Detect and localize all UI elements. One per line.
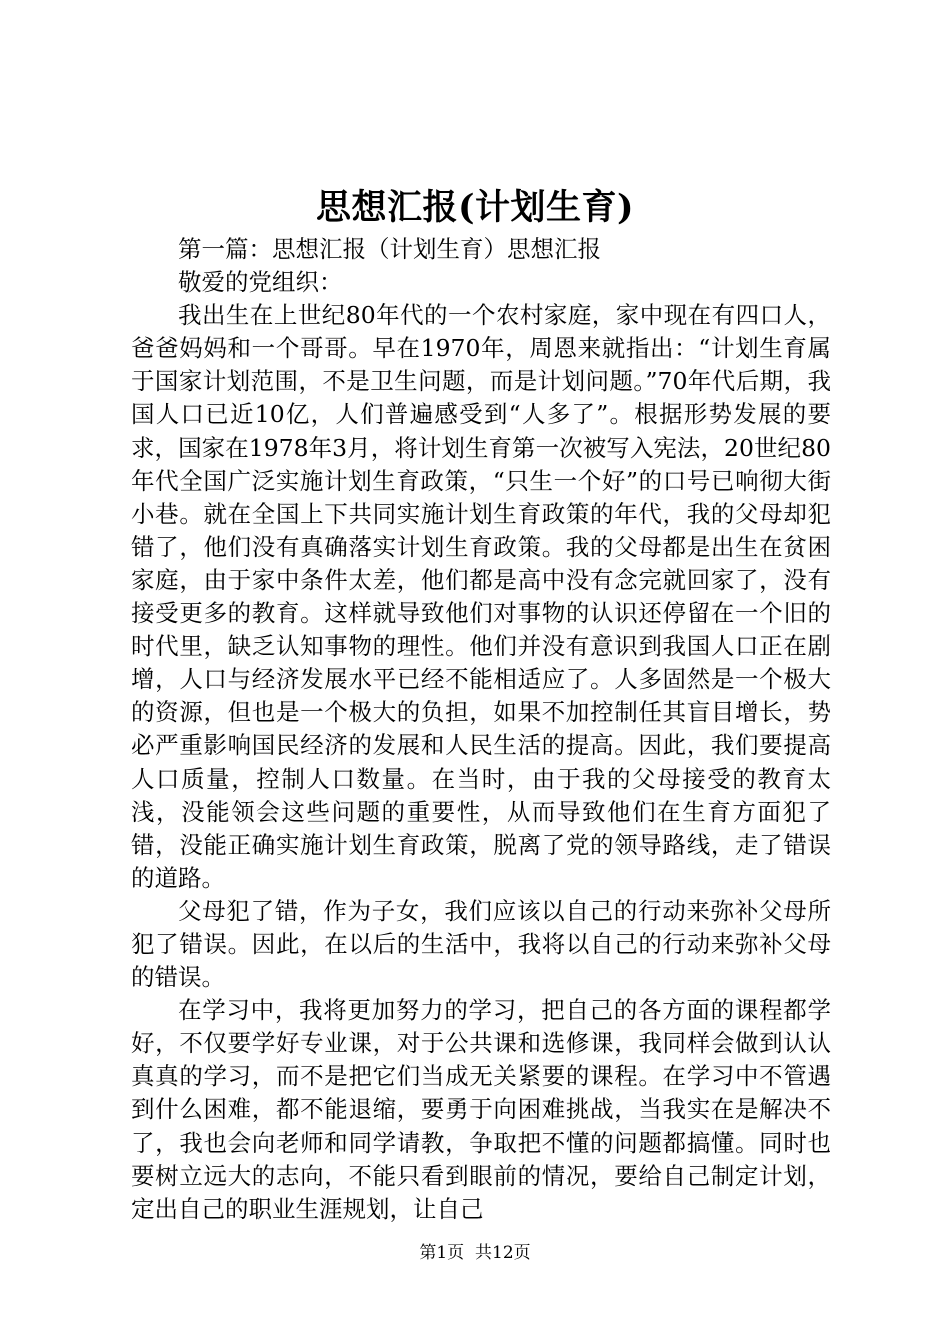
page-total: 共12页 xyxy=(475,1243,531,1263)
salutation: 敬爱的党组织： xyxy=(178,268,343,297)
body-paragraph: 在学习中，我将更加努力的学习，把自己的各方面的课程都学好，不仅要学好专业课，对于公共课和选修课，我同样会做到认认真真的学习，而不是把它们当成无关紧要的课程。在学习中不管遇到什么困难，都不能退缩，要勇于向困难挑战，当我实在是解决不了，我也会向老师和同学请教，争取把不懂的问题都搞懂。同时也要树立远大的志向，不能只看到眼前的情况，要给自己制定计划，定出自己的职业生涯规划，让自己 xyxy=(131,996,831,1223)
page-footer xyxy=(0,1240,950,1266)
page-number: 第1页 xyxy=(419,1243,465,1263)
section-heading: 第一篇：思想汇报（计划生育）思想汇报 xyxy=(178,235,601,263)
document-title: 思想汇报(计划生育) xyxy=(315,187,635,228)
body-paragraph: 我出生在上世纪80年代的一个农村家庭，家中现在有四口人，爸爸妈妈和一个哥哥。早在1970年，周恩来就指出：“计划生育属于国家计划范围，不是卫生问题，而是计划问题。”70年代后期，我国人口已近10亿，人们普遍感受到“人多了”。根据形势发展的要求，国家在1978年3月，将计划生育第一次被写入宪法，20世纪80年代全国广泛实施计划生育政策，“只生一个好”的口号已响彻大街小巷。就在全国上下共同实施计划生育政策的年代，我的父母却犯错了，他们没有真确落实计划生育政策。我的父母都是出生在贫困家庭，由于家中条件太差，他们都是高中没有念完就回家了，没有接受更多的教育。这样就导致他们对事物的认识还停留在一个旧的时代里，缺乏认知事物的理性。他们并没有意识到我国人口正在剧增，人口与经济发展水平已经不能相适应了。人多固然是一个极大的资源，但也是一个极大的负担，如果不加控制任其盲目增长，势必严重影响国民经济的发展和人民生活的提高。因此，我们要提高人口质量，控制人口数量。在当时，由于我的父母接受的教育太浅，没能领会这些问题的重要性，从而导致他们在生育方面犯了错，没能正确实施计划生育政策，脱离了党的领导路线，走了错误的道路。 xyxy=(131,301,831,892)
body-paragraph: 父母犯了错，作为子女，我们应该以自己的行动来弥补父母所犯了错误。因此，在以后的生活中，我将以自己的行动来弥补父母的错误。 xyxy=(131,896,831,992)
document-body xyxy=(131,233,831,1226)
